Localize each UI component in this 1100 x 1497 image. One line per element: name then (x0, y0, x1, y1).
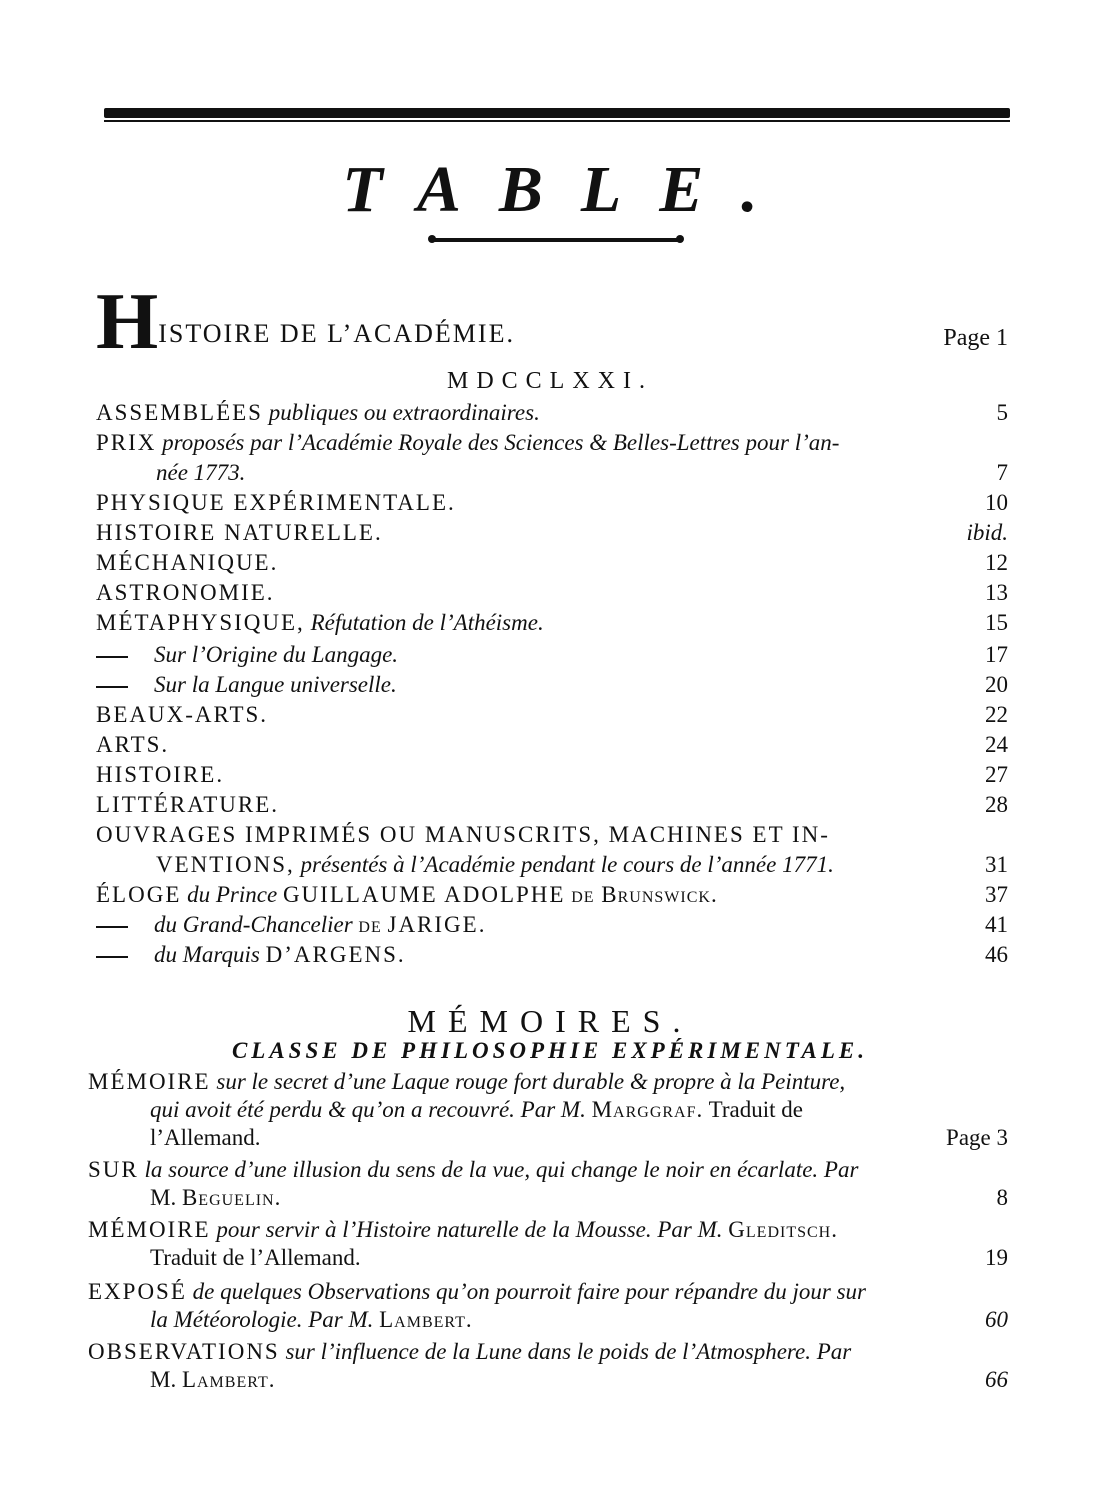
entry-text: du Grand-Chancelier (154, 912, 353, 937)
memoire-head: SUR (88, 1157, 139, 1182)
memoire-text: la Météorologie. Par M. (150, 1307, 374, 1332)
entry-head: HISTOIRE. (96, 762, 225, 787)
memoire-page: 66 (985, 1367, 1008, 1392)
toc-entry (96, 880, 1008, 909)
toc-entry (96, 548, 1008, 577)
entry-page: 22 (985, 702, 1008, 727)
entry-page: 10 (985, 490, 1008, 515)
memoire-head: MÉMOIRE (88, 1217, 211, 1242)
entry-page: 7 (996, 460, 1008, 485)
entry-head: PRIX (96, 430, 157, 455)
histoire-page: Page 1 (943, 325, 1008, 351)
entry-head: LITTÉRATURE. (96, 792, 280, 817)
memoire-entry (88, 1156, 1008, 1212)
memoire-text: de quelques Observations qu’on pourroit faire pour répandre du jour sur (192, 1279, 867, 1304)
toc-entry (96, 518, 1008, 547)
toc-entry (96, 940, 1008, 969)
entry-page: ibid. (966, 520, 1008, 545)
memoire-text: Traduit de l’Allemand. (150, 1245, 361, 1270)
entry-page: 41 (985, 912, 1008, 937)
entry-page: 12 (985, 550, 1008, 575)
memoire-text: la source d’une illusion du sens de la vue, qui change le noir en écarlate. Par (144, 1157, 859, 1182)
ornament-rule (434, 238, 678, 242)
entry-page: 31 (985, 852, 1008, 877)
memoires-heading: MÉMOIRES. (407, 1003, 693, 1039)
toc-entry (96, 910, 1008, 939)
entry-text: Sur l’Origine du Langage. (154, 642, 399, 667)
entry-head: ARTS. (96, 732, 170, 757)
entry-page: 5 (996, 400, 1008, 425)
entry-head: ÉLOGE (96, 882, 182, 907)
entry-head: PHYSIQUE EXPÉRIMENTALE. (96, 490, 456, 515)
entry-name-sc: de (358, 912, 382, 937)
entry-page: 27 (985, 762, 1008, 787)
memoire-author: Beguelin. (181, 1185, 282, 1210)
entry-head: MÉTAPHYSIQUE, (96, 610, 305, 635)
dash-mark (96, 656, 128, 658)
entry-head: VENTIONS, (156, 852, 295, 877)
histoire-heading (96, 278, 1008, 366)
memoire-text: sur le secret d’une Laque rouge fort durable & propre à la Peinture, (216, 1069, 846, 1094)
classe-heading: CLASSE DE PHILOSOPHIE EXPÉRIMENTALE. (231, 1038, 869, 1063)
toc-entry (96, 700, 1008, 729)
entry-text: Réfutation de l’Athéisme. (310, 610, 544, 635)
memoire-page: 8 (996, 1185, 1008, 1210)
entry-text: née 1773. (156, 460, 246, 485)
entry-head: MÉCHANIQUE. (96, 550, 279, 575)
memoire-text: Traduit de (708, 1097, 803, 1122)
entry-head: ASTRONOMIE. (96, 580, 275, 605)
entry-text: Sur la Langue universelle. (154, 672, 397, 697)
entry-text: publiques ou extraordinaires. (268, 400, 540, 425)
toc-entry (96, 790, 1008, 819)
entry-name: D’ARGENS. (265, 942, 406, 967)
memoire-text: sur l’influence de la Lune dans le poids de l’Atmosphere. Par (285, 1339, 852, 1364)
entry-head: ASSEMBLÉES (96, 400, 263, 425)
memoire-author: Lambert. (181, 1367, 276, 1392)
memoire-head: EXPOSÉ (88, 1279, 187, 1304)
memoire-text: M. (150, 1367, 177, 1392)
histoire-title: ISTOIRE DE L’ACADÉMIE. (158, 319, 515, 348)
entry-page: 24 (985, 732, 1008, 757)
entry-page: 20 (985, 672, 1008, 697)
entry-text: proposés par l’Académie Royale des Sciences & Belles-Lettres pour l’an- (162, 430, 840, 455)
memoire-page: 60 (985, 1307, 1008, 1332)
memoire-entry (88, 1278, 1008, 1334)
toc-entry (96, 730, 1008, 759)
dash-mark (96, 956, 128, 958)
memoire-head: OBSERVATIONS (88, 1339, 280, 1364)
memoire-author: Lambert. (379, 1307, 473, 1332)
toc-entry (96, 640, 1008, 669)
toc-entry-continuation (96, 850, 1008, 879)
memoire-page: Page 3 (946, 1125, 1008, 1150)
entry-head: OUVRAGES IMPRIMÉS OU MANUSCRITS, MACHINES ET IN- (96, 822, 830, 847)
entry-name: JARIGE. (387, 912, 487, 937)
entry-head: BEAUX-ARTS. (96, 702, 269, 727)
entry-text: du Marquis (154, 942, 260, 967)
memoire-author: Marggraf. (591, 1097, 704, 1122)
memoire-text: pour servir à l’Histoire naturelle de la Mousse. Par M. (216, 1217, 723, 1242)
toc-entry (96, 398, 1008, 427)
memoire-entry (88, 1216, 1008, 1272)
memoire-text: l’Allemand. (150, 1125, 261, 1150)
memoire-author: Gleditsch. (728, 1217, 838, 1242)
memoire-text: M. (150, 1185, 177, 1210)
toc-entry (96, 488, 1008, 517)
dash-mark (96, 926, 128, 928)
entry-page: 13 (985, 580, 1008, 605)
toc-entry (96, 670, 1008, 699)
dash-mark (96, 686, 128, 688)
toc-entry (96, 578, 1008, 607)
entry-page: 37 (985, 882, 1008, 907)
entry-head: HISTOIRE NATURELLE. (96, 520, 383, 545)
page-title: TABLE. (342, 153, 796, 226)
entry-page: 17 (985, 642, 1008, 667)
memoire-entry (88, 1068, 1008, 1152)
entry-name-sc: de Brunswick. (571, 882, 718, 907)
entry-text: du Prince (187, 882, 278, 907)
entry-page: 28 (985, 792, 1008, 817)
toc-entry (96, 608, 1008, 637)
toc-entry (96, 820, 1008, 849)
year-heading: MDCCLXXI. (446, 368, 653, 394)
entry-name: GUILLAUME ADOLPHE (282, 882, 566, 907)
entry-text: présentés à l’Académie pendant le cours de l’année 1771. (300, 852, 834, 877)
memoire-text: qui avoit été perdu & qu’on a recouvré. Par M. (150, 1097, 586, 1122)
memoire-page: 19 (985, 1245, 1008, 1270)
memoire-head: MÉMOIRE (88, 1069, 211, 1094)
drop-cap: H (96, 278, 159, 366)
toc-entry (96, 428, 1008, 457)
toc-entry-continuation (96, 458, 1008, 487)
entry-page: 46 (985, 942, 1008, 967)
entry-page: 15 (985, 610, 1008, 635)
toc-entry (96, 760, 1008, 789)
top-rule (104, 108, 1010, 118)
memoire-entry (88, 1338, 1008, 1394)
